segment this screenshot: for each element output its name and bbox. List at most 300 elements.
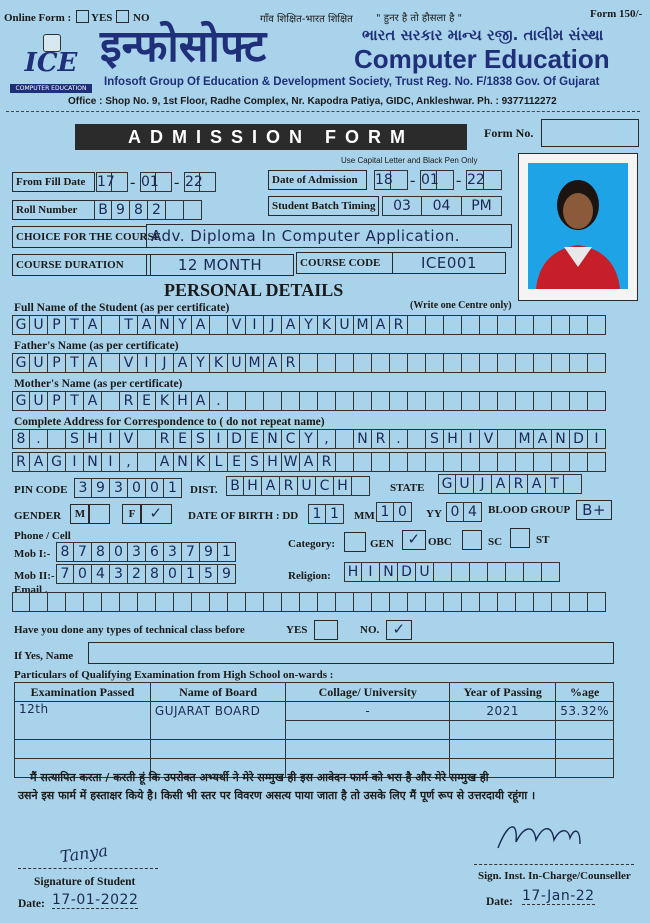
char-cell[interactable]: I	[588, 429, 606, 449]
char-cell[interactable]: N	[264, 429, 282, 449]
char-cell[interactable]: .	[390, 429, 408, 449]
char-cell[interactable]: R	[390, 315, 408, 335]
char-cell[interactable]	[228, 592, 246, 612]
char-cell[interactable]: U	[30, 315, 48, 335]
char-cell[interactable]	[336, 592, 354, 612]
from-fill-date-dd[interactable]: 17	[96, 172, 128, 192]
char-cell[interactable]: 8	[92, 542, 110, 562]
char-cell[interactable]	[408, 452, 426, 472]
char-cell[interactable]: N	[552, 429, 570, 449]
char-cell[interactable]: ,	[120, 452, 138, 472]
char-cell[interactable]: 0	[128, 478, 146, 498]
char-cell[interactable]: 8	[12, 429, 30, 449]
char-cell[interactable]: Y	[192, 353, 210, 373]
batch-field[interactable]: 03 04 PM	[382, 196, 502, 216]
char-cell[interactable]: A	[300, 452, 318, 472]
char-cell[interactable]	[354, 592, 372, 612]
char-cell[interactable]	[426, 353, 444, 373]
char-cell[interactable]	[30, 592, 48, 612]
char-cell[interactable]: V	[120, 429, 138, 449]
student-date[interactable]: 17-01-2022	[52, 892, 139, 908]
char-cell[interactable]: V	[120, 353, 138, 373]
char-cell[interactable]	[138, 429, 156, 449]
char-cell[interactable]	[516, 391, 534, 411]
char-cell[interactable]	[534, 592, 552, 612]
fullname-field[interactable]	[12, 315, 606, 335]
char-cell[interactable]	[390, 353, 408, 373]
char-cell[interactable]	[336, 353, 354, 373]
char-cell[interactable]	[318, 592, 336, 612]
char-cell[interactable]: 2	[128, 564, 146, 584]
char-cell[interactable]	[462, 353, 480, 373]
char-cell[interactable]: C	[316, 476, 334, 496]
char-cell[interactable]: A	[84, 315, 102, 335]
char-cell[interactable]	[354, 452, 372, 472]
dob-yy-field[interactable]	[446, 502, 482, 522]
char-cell[interactable]: 0	[146, 478, 164, 498]
pin-field[interactable]	[74, 478, 182, 498]
char-cell[interactable]	[246, 592, 264, 612]
char-cell[interactable]: 8	[146, 564, 164, 584]
char-cell[interactable]: A	[528, 474, 546, 494]
char-cell[interactable]: H	[344, 562, 362, 582]
address-line-2[interactable]	[12, 452, 606, 472]
char-cell[interactable]: E	[138, 391, 156, 411]
char-cell[interactable]: S	[246, 452, 264, 472]
father-field[interactable]	[12, 353, 606, 373]
char-cell[interactable]	[588, 452, 606, 472]
char-cell[interactable]	[282, 592, 300, 612]
char-cell[interactable]	[552, 315, 570, 335]
char-cell[interactable]: 6	[146, 542, 164, 562]
char-cell[interactable]	[588, 391, 606, 411]
char-cell[interactable]: K	[156, 391, 174, 411]
char-cell[interactable]: D	[228, 429, 246, 449]
char-cell[interactable]: U	[416, 562, 434, 582]
char-cell[interactable]	[48, 429, 66, 449]
char-cell[interactable]	[336, 452, 354, 472]
char-cell[interactable]: 5	[200, 564, 218, 584]
char-cell[interactable]: .	[210, 391, 228, 411]
char-cell[interactable]: D	[570, 429, 588, 449]
char-cell[interactable]	[300, 391, 318, 411]
char-cell[interactable]: 0	[446, 502, 464, 522]
char-cell[interactable]	[498, 429, 516, 449]
char-cell[interactable]: 1	[218, 542, 236, 562]
char-cell[interactable]	[352, 476, 370, 496]
char-cell[interactable]: T	[66, 315, 84, 335]
roll-number-field[interactable]: B 9 8 2	[94, 200, 202, 220]
char-cell[interactable]	[588, 315, 606, 335]
form-no-field[interactable]	[541, 119, 639, 147]
from-fill-date-yy[interactable]: 22	[184, 172, 216, 192]
char-cell[interactable]: G	[48, 452, 66, 472]
char-cell[interactable]: I	[462, 429, 480, 449]
char-cell[interactable]: A	[264, 353, 282, 373]
char-cell[interactable]	[480, 353, 498, 373]
blood-group-field[interactable]: B+	[576, 500, 612, 520]
char-cell[interactable]: P	[48, 391, 66, 411]
char-cell[interactable]: I	[246, 315, 264, 335]
char-cell[interactable]	[318, 353, 336, 373]
char-cell[interactable]: A	[192, 315, 210, 335]
char-cell[interactable]	[506, 562, 524, 582]
mother-field[interactable]	[12, 391, 606, 411]
char-cell[interactable]: 4	[92, 564, 110, 584]
char-cell[interactable]: K	[192, 452, 210, 472]
char-cell[interactable]: M	[516, 429, 534, 449]
char-cell[interactable]: A	[192, 391, 210, 411]
char-cell[interactable]: R	[282, 353, 300, 373]
char-cell[interactable]	[444, 592, 462, 612]
char-cell[interactable]: 3	[164, 542, 182, 562]
char-cell[interactable]	[570, 592, 588, 612]
char-cell[interactable]: G	[12, 391, 30, 411]
char-cell[interactable]	[444, 353, 462, 373]
char-cell[interactable]: 1	[182, 564, 200, 584]
char-cell[interactable]	[564, 474, 582, 494]
char-cell[interactable]: C	[282, 429, 300, 449]
mob2-field[interactable]	[56, 564, 236, 584]
char-cell[interactable]: W	[282, 452, 300, 472]
char-cell[interactable]	[408, 391, 426, 411]
char-cell[interactable]: A	[84, 353, 102, 373]
from-fill-date-mm[interactable]: 01	[140, 172, 172, 192]
char-cell[interactable]	[192, 592, 210, 612]
category-obc-checkbox[interactable]: ✓	[402, 530, 426, 550]
char-cell[interactable]: U	[228, 353, 246, 373]
char-cell[interactable]: 9	[200, 542, 218, 562]
char-cell[interactable]	[498, 592, 516, 612]
gender-m-checkbox[interactable]	[88, 504, 110, 524]
char-cell[interactable]	[372, 391, 390, 411]
char-cell[interactable]: 7	[182, 542, 200, 562]
char-cell[interactable]: J	[156, 353, 174, 373]
char-cell[interactable]	[570, 452, 588, 472]
char-cell[interactable]	[534, 353, 552, 373]
char-cell[interactable]	[542, 562, 560, 582]
char-cell[interactable]: A	[138, 315, 156, 335]
char-cell[interactable]: R	[318, 452, 336, 472]
char-cell[interactable]: R	[12, 452, 30, 472]
state-field[interactable]	[438, 474, 582, 494]
char-cell[interactable]: .	[30, 429, 48, 449]
char-cell[interactable]: P	[48, 315, 66, 335]
char-cell[interactable]: Y	[300, 315, 318, 335]
course-code-field[interactable]: ICE001	[392, 252, 506, 274]
char-cell[interactable]	[480, 391, 498, 411]
char-cell[interactable]: ,	[318, 429, 336, 449]
char-cell[interactable]: G	[12, 315, 30, 335]
char-cell[interactable]	[390, 452, 408, 472]
char-cell[interactable]	[516, 353, 534, 373]
char-cell[interactable]	[336, 391, 354, 411]
char-cell[interactable]: H	[84, 429, 102, 449]
char-cell[interactable]: M	[354, 315, 372, 335]
char-cell[interactable]	[462, 592, 480, 612]
char-cell[interactable]: T	[66, 353, 84, 373]
char-cell[interactable]: E	[228, 452, 246, 472]
char-cell[interactable]: L	[210, 452, 228, 472]
char-cell[interactable]: I	[138, 353, 156, 373]
char-cell[interactable]: 7	[56, 564, 74, 584]
char-cell[interactable]: H	[244, 476, 262, 496]
char-cell[interactable]: 0	[74, 564, 92, 584]
char-cell[interactable]	[408, 592, 426, 612]
char-cell[interactable]: I	[102, 429, 120, 449]
char-cell[interactable]: Y	[300, 429, 318, 449]
char-cell[interactable]	[434, 562, 452, 582]
char-cell[interactable]	[372, 353, 390, 373]
char-cell[interactable]	[552, 353, 570, 373]
char-cell[interactable]: 1	[308, 504, 326, 524]
char-cell[interactable]: 1	[376, 502, 394, 522]
char-cell[interactable]: U	[456, 474, 474, 494]
char-cell[interactable]	[570, 315, 588, 335]
char-cell[interactable]: A	[156, 452, 174, 472]
char-cell[interactable]	[462, 452, 480, 472]
char-cell[interactable]: H	[444, 429, 462, 449]
char-cell[interactable]: H	[334, 476, 352, 496]
char-cell[interactable]	[470, 562, 488, 582]
char-cell[interactable]: 3	[110, 564, 128, 584]
address-line-1[interactable]	[12, 429, 606, 449]
char-cell[interactable]	[246, 391, 264, 411]
char-cell[interactable]	[480, 452, 498, 472]
char-cell[interactable]	[210, 592, 228, 612]
course-duration-field[interactable]: 12 MONTH	[146, 254, 294, 276]
char-cell[interactable]: 4	[464, 502, 482, 522]
char-cell[interactable]	[156, 592, 174, 612]
char-cell[interactable]	[390, 592, 408, 612]
char-cell[interactable]	[552, 592, 570, 612]
char-cell[interactable]: I	[66, 452, 84, 472]
char-cell[interactable]	[408, 353, 426, 373]
char-cell[interactable]: G	[12, 353, 30, 373]
char-cell[interactable]: K	[210, 353, 228, 373]
char-cell[interactable]	[336, 429, 354, 449]
char-cell[interactable]	[12, 592, 30, 612]
char-cell[interactable]	[228, 391, 246, 411]
char-cell[interactable]: N	[174, 452, 192, 472]
char-cell[interactable]: N	[380, 562, 398, 582]
char-cell[interactable]: P	[48, 353, 66, 373]
doa-mm[interactable]: 01	[420, 170, 454, 190]
char-cell[interactable]	[120, 592, 138, 612]
char-cell[interactable]: K	[318, 315, 336, 335]
char-cell[interactable]: T	[120, 315, 138, 335]
char-cell[interactable]	[462, 315, 480, 335]
char-cell[interactable]: B	[226, 476, 244, 496]
char-cell[interactable]	[524, 562, 542, 582]
char-cell[interactable]	[372, 592, 390, 612]
char-cell[interactable]: M	[246, 353, 264, 373]
char-cell[interactable]	[488, 562, 506, 582]
char-cell[interactable]: T	[546, 474, 564, 494]
char-cell[interactable]	[498, 353, 516, 373]
religion-field[interactable]	[344, 562, 560, 582]
char-cell[interactable]	[210, 315, 228, 335]
mob1-field[interactable]	[56, 542, 236, 562]
char-cell[interactable]	[138, 452, 156, 472]
char-cell[interactable]	[444, 452, 462, 472]
char-cell[interactable]: A	[84, 391, 102, 411]
char-cell[interactable]: A	[492, 474, 510, 494]
char-cell[interactable]: A	[282, 315, 300, 335]
char-cell[interactable]	[534, 315, 552, 335]
if-yes-field[interactable]	[88, 642, 614, 664]
exam-passed-cell[interactable]: 12th	[15, 702, 151, 740]
dist-field[interactable]	[226, 476, 370, 496]
char-cell[interactable]: U	[336, 315, 354, 335]
char-cell[interactable]: 7	[74, 542, 92, 562]
char-cell[interactable]	[102, 391, 120, 411]
char-cell[interactable]: S	[426, 429, 444, 449]
char-cell[interactable]: E	[246, 429, 264, 449]
category-gen-checkbox[interactable]	[344, 532, 366, 552]
char-cell[interactable]: H	[174, 391, 192, 411]
char-cell[interactable]: G	[438, 474, 456, 494]
char-cell[interactable]	[444, 315, 462, 335]
char-cell[interactable]	[552, 391, 570, 411]
char-cell[interactable]: J	[474, 474, 492, 494]
exam-year-cell[interactable]: 2021	[450, 702, 556, 721]
char-cell[interactable]: 9	[218, 564, 236, 584]
char-cell[interactable]	[534, 452, 552, 472]
char-cell[interactable]	[390, 391, 408, 411]
category-sc-checkbox[interactable]	[462, 530, 482, 550]
course-choice-field[interactable]: Adv. Diploma In Computer Application.	[146, 224, 512, 248]
char-cell[interactable]: A	[372, 315, 390, 335]
char-cell[interactable]: 1	[326, 504, 344, 524]
char-cell[interactable]	[408, 315, 426, 335]
char-cell[interactable]: J	[264, 315, 282, 335]
char-cell[interactable]	[516, 315, 534, 335]
char-cell[interactable]	[462, 391, 480, 411]
char-cell[interactable]: R	[156, 429, 174, 449]
exam-percent-cell[interactable]: 53.32%	[556, 702, 614, 721]
char-cell[interactable]	[498, 452, 516, 472]
char-cell[interactable]	[282, 391, 300, 411]
char-cell[interactable]	[426, 592, 444, 612]
tech-yes-checkbox[interactable]	[314, 620, 338, 640]
char-cell[interactable]: N	[84, 452, 102, 472]
char-cell[interactable]	[318, 391, 336, 411]
char-cell[interactable]: Y	[174, 315, 192, 335]
char-cell[interactable]	[66, 592, 84, 612]
char-cell[interactable]	[498, 391, 516, 411]
char-cell[interactable]	[102, 592, 120, 612]
char-cell[interactable]	[84, 592, 102, 612]
char-cell[interactable]	[570, 353, 588, 373]
char-cell[interactable]: R	[372, 429, 390, 449]
char-cell[interactable]	[588, 592, 606, 612]
char-cell[interactable]	[408, 429, 426, 449]
doa-dd[interactable]: 18	[374, 170, 408, 190]
char-cell[interactable]: D	[398, 562, 416, 582]
char-cell[interactable]	[138, 592, 156, 612]
char-cell[interactable]: S	[192, 429, 210, 449]
char-cell[interactable]	[174, 592, 192, 612]
char-cell[interactable]: N	[156, 315, 174, 335]
char-cell[interactable]	[264, 391, 282, 411]
tech-no-checkbox[interactable]: ✓	[386, 620, 412, 640]
char-cell[interactable]	[300, 592, 318, 612]
char-cell[interactable]: 8	[56, 542, 74, 562]
char-cell[interactable]: 0	[164, 564, 182, 584]
char-cell[interactable]	[516, 452, 534, 472]
char-cell[interactable]	[426, 315, 444, 335]
gender-f-checkbox[interactable]: ✓	[140, 504, 172, 524]
char-cell[interactable]	[444, 391, 462, 411]
char-cell[interactable]: U	[30, 391, 48, 411]
char-cell[interactable]	[102, 353, 120, 373]
char-cell[interactable]: I	[102, 452, 120, 472]
char-cell[interactable]: A	[30, 452, 48, 472]
char-cell[interactable]: V	[228, 315, 246, 335]
char-cell[interactable]: I	[210, 429, 228, 449]
char-cell[interactable]	[516, 592, 534, 612]
online-yes-checkbox[interactable]	[76, 10, 89, 23]
char-cell[interactable]: 1	[164, 478, 182, 498]
char-cell[interactable]	[480, 592, 498, 612]
char-cell[interactable]: 3	[128, 542, 146, 562]
category-st-checkbox[interactable]	[510, 528, 530, 548]
char-cell[interactable]: 0	[110, 542, 128, 562]
char-cell[interactable]: 3	[74, 478, 92, 498]
char-cell[interactable]	[354, 391, 372, 411]
char-cell[interactable]: R	[280, 476, 298, 496]
char-cell[interactable]: H	[264, 452, 282, 472]
char-cell[interactable]: E	[174, 429, 192, 449]
char-cell[interactable]	[480, 315, 498, 335]
char-cell[interactable]	[300, 353, 318, 373]
char-cell[interactable]	[498, 315, 516, 335]
char-cell[interactable]: A	[534, 429, 552, 449]
char-cell[interactable]	[452, 562, 470, 582]
char-cell[interactable]	[534, 391, 552, 411]
char-cell[interactable]: U	[298, 476, 316, 496]
char-cell[interactable]: U	[30, 353, 48, 373]
char-cell[interactable]	[426, 391, 444, 411]
char-cell[interactable]	[264, 592, 282, 612]
email-field[interactable]	[12, 592, 606, 612]
char-cell[interactable]	[102, 315, 120, 335]
exam-university-cell[interactable]: -	[286, 702, 450, 721]
char-cell[interactable]: N	[354, 429, 372, 449]
dob-dd-field[interactable]	[308, 504, 344, 524]
doa-yy[interactable]: 22	[466, 170, 502, 190]
char-cell[interactable]	[552, 452, 570, 472]
char-cell[interactable]	[372, 452, 390, 472]
char-cell[interactable]: 9	[92, 478, 110, 498]
char-cell[interactable]: R	[120, 391, 138, 411]
char-cell[interactable]	[48, 592, 66, 612]
char-cell[interactable]: T	[66, 391, 84, 411]
char-cell[interactable]: A	[174, 353, 192, 373]
char-cell[interactable]: I	[362, 562, 380, 582]
char-cell[interactable]	[354, 353, 372, 373]
incharge-date[interactable]: 17-Jan-22	[522, 888, 595, 904]
char-cell[interactable]	[588, 353, 606, 373]
char-cell[interactable]: A	[262, 476, 280, 496]
char-cell[interactable]	[570, 391, 588, 411]
char-cell[interactable]: S	[66, 429, 84, 449]
char-cell[interactable]: R	[510, 474, 528, 494]
exam-board-cell[interactable]: GUJARAT BOARD	[150, 702, 285, 740]
char-cell[interactable]	[426, 452, 444, 472]
char-cell[interactable]: 3	[110, 478, 128, 498]
